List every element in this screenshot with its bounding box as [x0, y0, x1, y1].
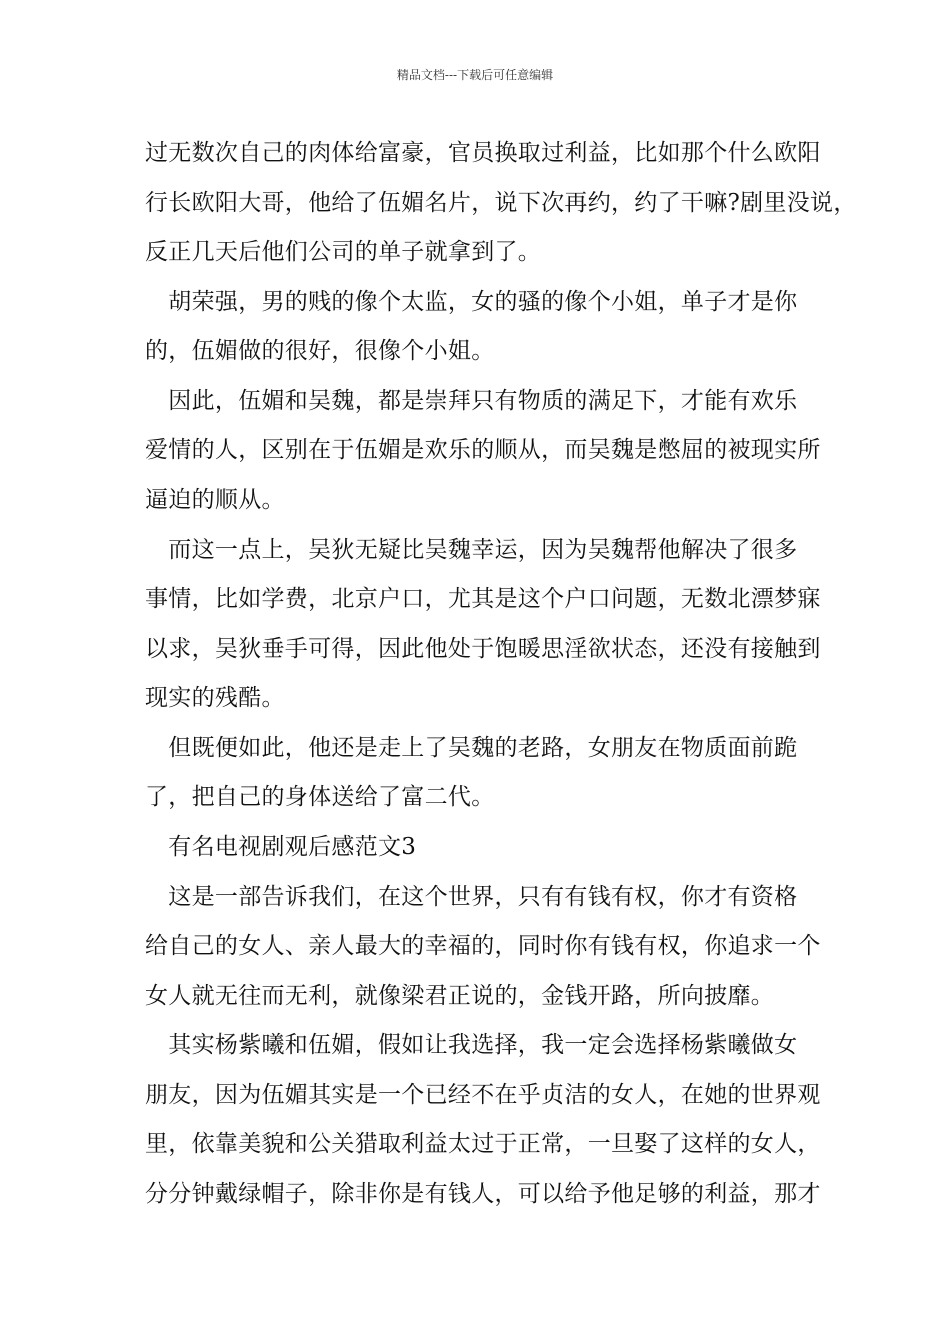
text-line-22: 分分钟戴绿帽子，除非你是有钱人，可以给予他足够的利益，那才 [145, 1181, 821, 1207]
text-line-8: 逼迫的顺从。 [145, 487, 285, 513]
section-heading: 有名电视剧观后感范文3 [145, 834, 417, 860]
text-line-20: 朋友，因为伍媚其实是一个已经不在乎贞洁的女人，在她的世界观 [145, 1082, 821, 1108]
text-line-14: 了，把自己的身体送给了富二代。 [145, 784, 495, 810]
text-line-2: 行长欧阳大哥，他给了伍媚名片，说下次再约，约了干嘛?剧里没说， [145, 190, 857, 216]
text-line-10: 事情，比如学费，北京户口，尤其是这个户口问题，无数北漂梦寐 [145, 586, 821, 612]
text-line-6: 因此，伍媚和吴魏，都是崇拜只有物质的满足下，才能有欢乐 [145, 388, 798, 414]
text-line-5: 的，伍媚做的很好，很像个小姐。 [145, 338, 495, 364]
text-line-7: 爱情的人，区别在于伍媚是欢乐的顺从，而吴魏是憋屈的被现实所 [145, 437, 821, 463]
text-line-9: 而这一点上，吴狄无疑比吴魏幸运，因为吴魏帮他解决了很多 [145, 537, 798, 563]
text-line-18: 女人就无往而无利，就像梁君正说的，金钱开路，所向披靡。 [145, 983, 775, 1009]
text-line-11: 以求，吴狄垂手可得，因此他处于饱暖思淫欲状态，还没有接触到 [145, 636, 821, 662]
text-line-3: 反正几天后他们公司的单子就拿到了。 [145, 239, 542, 265]
text-line-17: 给自己的女人、亲人最大的幸福的，同时你有钱有权，你追求一个 [145, 933, 821, 959]
text-line-21: 里，依靠美貌和公关猎取利益太过于正常，一旦娶了这样的女人， [145, 1131, 821, 1157]
text-line-4: 胡荣强，男的贱的像个太监，女的骚的像个小姐，单子才是你 [145, 289, 798, 315]
text-line-12: 现实的残酷。 [145, 685, 285, 711]
page-header: 精品文档---下载后可任意编辑 [396, 68, 554, 82]
text-line-13: 但既便如此，他还是走上了吴魏的老路，女朋友在物质面前跪 [145, 735, 798, 761]
text-line-19: 其实杨紫曦和伍媚，假如让我选择，我一定会选择杨紫曦做女 [145, 1032, 798, 1058]
text-line-16: 这是一部告诉我们，在这个世界，只有有钱有权，你才有资格 [145, 884, 798, 910]
text-line-1: 过无数次自己的肉体给富豪，官员换取过利益，比如那个什么欧阳 [145, 140, 821, 166]
